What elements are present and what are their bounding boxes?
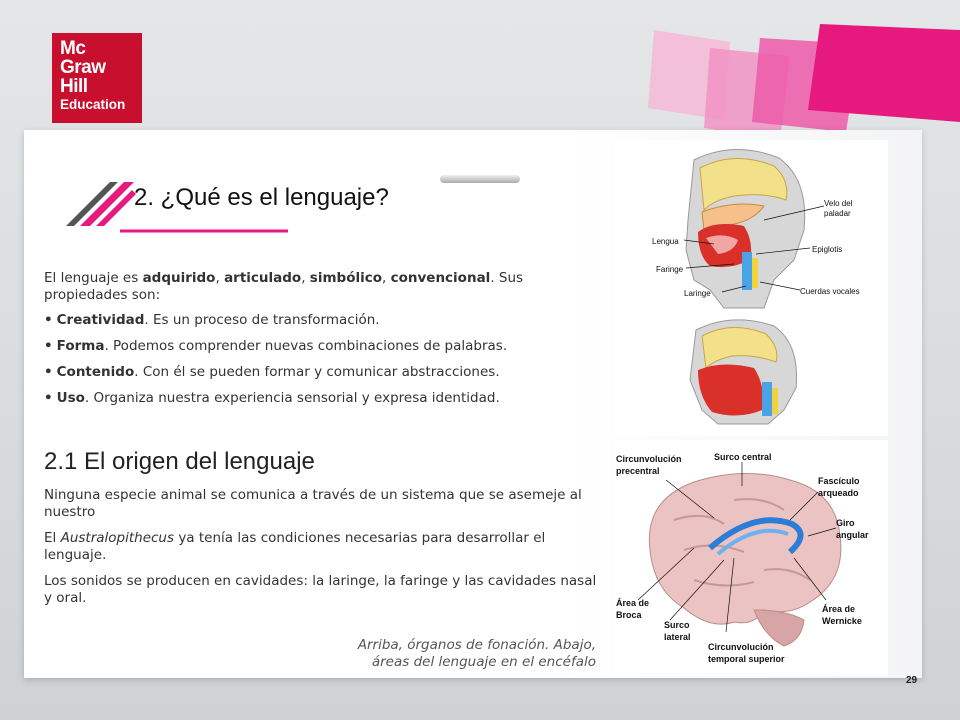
list-item: • Creatividad. Es un proceso de transformación. (44, 312, 380, 328)
label-velo-line1: Velo del (824, 199, 853, 208)
label-wernicke-line2: Wernicke (822, 616, 862, 626)
list-item: • Contenido. Con él se pueden formar y comunicar abstracciones. (44, 364, 500, 380)
slide-handle (440, 175, 520, 183)
label-broca-line1: Área de (616, 598, 650, 608)
label-velo-line2: paladar (824, 209, 851, 218)
logo-line-2: Graw (60, 57, 106, 78)
label-lengua: Lengua (652, 237, 679, 246)
label-wernicke-line1: Área de (822, 604, 856, 614)
list-item: • Uso. Organiza nuestra experiencia sensorial y expresa identidad. (44, 390, 500, 406)
logo-line-3: Hill (60, 76, 88, 97)
mcgraw-hill-logo (52, 33, 142, 123)
paragraph-2: El Australopithecus ya tenía las condiciones necesarias para desarrollar el lenguaje. (44, 530, 546, 563)
label-broca-line2: Broca (616, 610, 642, 620)
logo-line-1: Mc (60, 38, 86, 59)
label-faringe: Faringe (656, 265, 684, 274)
list-item: • Forma. Podemos comprender nuevas combinaciones de palabras. (44, 338, 508, 354)
intro-paragraph: El lenguaje es adquirido, articulado, simbólico, convencional. Sus propiedades son: (44, 270, 524, 303)
label-giro-line2: angular (836, 530, 869, 540)
label-fasc-line1: Fascículo (818, 476, 860, 486)
label-laringe: Laringe (684, 289, 711, 298)
paragraph-1: Ninguna especie animal se comunica a través de un sistema que se asemeje al nuestro (44, 487, 582, 520)
label-surco-central: Surco central (714, 452, 772, 462)
subsection-title: 2.1 El origen del lenguaje (44, 448, 315, 475)
label-cuerdas: Cuerdas vocales (800, 287, 860, 296)
section-title: 2. ¿Qué es el lenguaje? (134, 184, 389, 211)
label-epiglotis: Epiglotis (812, 245, 843, 254)
label-temporal-line2: temporal superior (708, 654, 785, 664)
label-fasc-line2: arqueado (818, 488, 859, 498)
properties-list (44, 312, 604, 416)
paragraph-3: Los sonidos se producen en cavidades: la laringe, la faringe y las cavidades nasal y oral. (44, 573, 597, 606)
logo-line-4: Education (60, 97, 126, 112)
decorative-ribbons (640, 0, 960, 150)
label-surco-line2: lateral (664, 632, 691, 642)
label-giro-line1: Giro (836, 518, 855, 528)
label-circ-line1: Circunvolución (616, 454, 682, 464)
page-number: 29 (906, 675, 918, 686)
phonation-organs-figure (614, 140, 888, 436)
brain-areas-figure (614, 440, 888, 676)
label-circ-line2: precentral (616, 466, 660, 476)
figure-caption: Arriba, órganos de fonación. Abajo, áreas del lenguaje en el encéfalo (357, 637, 596, 670)
label-temporal-line1: Circunvolución (708, 642, 774, 652)
label-surco-line1: Surco (664, 620, 690, 630)
